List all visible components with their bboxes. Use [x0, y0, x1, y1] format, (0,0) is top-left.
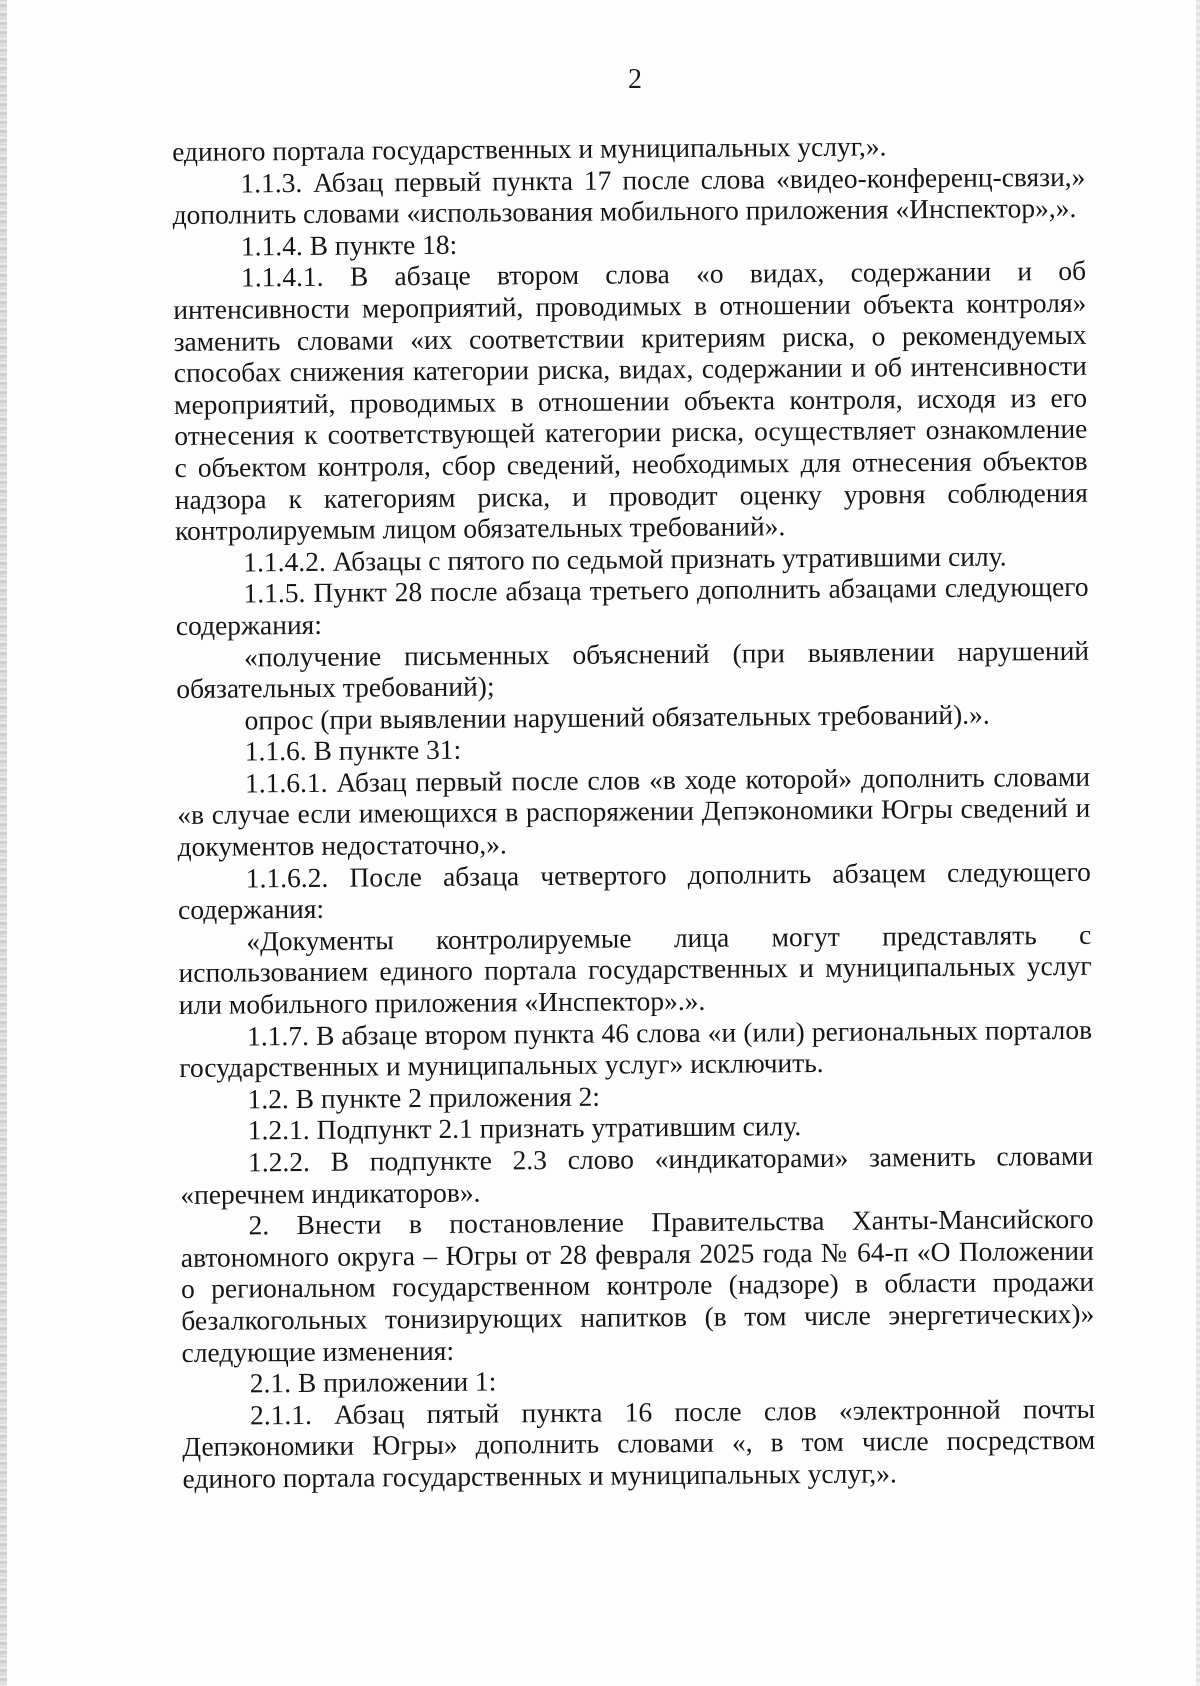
paragraph: единого портала государственных и муниципальных услуг,». — [172, 130, 887, 167]
paragraph: 1.2. В пункте 2 приложения 2: — [247, 1080, 601, 1115]
page-number: 2 — [628, 64, 642, 95]
scan-edge-left — [0, 0, 7, 1686]
paragraph: 1.1.3. Абзац первый пункта 17 после слова «видео-конференц-связи,» дополнить словами «использования мобильного приложения «Инспектор»,». — [172, 160, 1086, 231]
paragraph: 1.1.5. Пункт 28 после абзаца третьего дополнить абзацами следующего содержания: — [175, 571, 1089, 641]
paragraph: 1.1.6.2. После абзаца четвертого дополнить абзацем следующего содержания: — [177, 855, 1091, 926]
paragraph: 1.2.2. В подпункте 2.3 слово «индикаторами» заменить словами «перечнем индикаторов». — [180, 1139, 1094, 1210]
paragraph: 1.1.4.2. Абзацы с пятого по седьмой признать утратившими силу. — [243, 540, 1007, 578]
paragraph: 1.1.6. В пункте 31: — [244, 734, 462, 767]
paragraph: 1.1.7. В абзаце втором пункта 46 слова «и (или) региональных порталов государственных и муниципальных услуг» исключить. — [179, 1013, 1093, 1084]
paragraph: опрос (при выявлении нарушений обязательных требований).». — [244, 698, 990, 736]
paragraph: 2.1. В приложении 1: — [249, 1365, 497, 1399]
paragraph: «Документы контролируемые лица могут представлять с использованием единого портала государственных и муниципальных услуг или мобильного приложения «Инспектор».». — [178, 918, 1092, 1021]
paragraph: 1.2.1. Подпункт 2.1 признать утратившим силу. — [247, 1110, 802, 1146]
paragraph: 1.1.4. В пункте 18: — [240, 228, 458, 262]
paragraph: 2. Внести в постановление Правительства Ханты-Мансийского автономного округа – Югры от 28 февраля 2025 года № 64-п «О Положении о региональном государственном контроле (надзоре) в области продажи безалкогольных тонизирующих напитков (в том числе энергетических)» следующие изменения: — [180, 1202, 1095, 1368]
scan-edge-right — [1196, 0, 1200, 1686]
paragraph: 1.1.6.1. Абзац первый после слов «в ходе которой» дополнить словами «в случае если имеющихся в распоряжении Депэкономики Югры сведений и документов недостаточно,». — [177, 760, 1091, 863]
paragraph: 1.1.4.1. В абзаце втором слова «о видах, содержании и об интенсивности мероприятий, проводимых в отношении объекта контроля» заменить словами «их соответствии критериям риска, о рекомендуемых способах снижения категории риска, видах, содержании и об интенсивности мероприятий, проводимых в отношении объекта контроля, исходя из его отнесения к соответствующей категории риска, осуществляет ознакомление с объектом контроля, сбор сведений, необходимых для отнесения объектов надзора к категориям риска, и проводит оценку уровня соблюдения контролируемым лицом обязательных требований». — [173, 255, 1088, 547]
document-body — [172, 129, 1096, 1495]
paragraph: 2.1.1. Абзац пятый пункта 16 после слов «электронной почты Депэкономики Югры» дополнить словами «, в том числе посредством единого портала государственных и муниципальных услуг,». — [182, 1392, 1096, 1494]
paragraph: «получение письменных объяснений (при выявлении нарушений обязательных требований); — [176, 634, 1090, 705]
